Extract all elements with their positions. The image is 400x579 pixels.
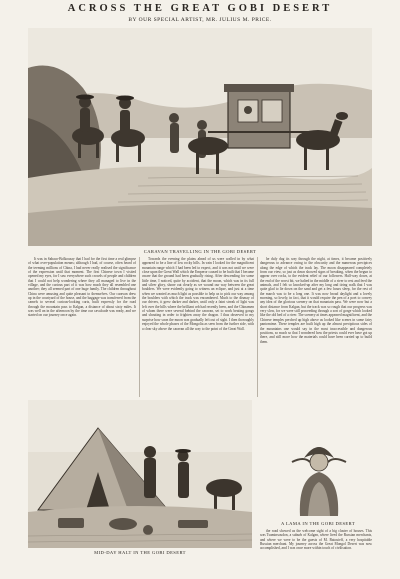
article-text: the road showed us the welcome sight of a big cluster of houses. This was Tsaminsoudon, a suburb of Kalgan, where lived the Russian merchants, and where we were to be the guests of M. Batouieff, a very hospitable Russian merchant. My journey across the Great Mongol Desert was now accomplished, and I was once more within touch of civilisation. xyxy=(260,529,372,551)
column-divider xyxy=(257,257,258,397)
article-text: It was in Sabaco-Bolkousay that I had for the first time a real glimpse of what over-population means; although I had, of course, often heard of the teeming millions of China, I had never really realised the significance of the expression until that moment. The first Chinese town I visited opened my eyes, for I saw everywhere such crowds of people and children that I could not help wondering where they all managed to live in the village, and the curious part of it was how much they all resembled one another; they all seemed part of one huge family. The children throughout China were amusing and quite pleasant to themselves. Our caravan drew up in the courtyard of the house, and the baggage was transferred from the camels to several curious-looking carts, built expressly for the road through the mountain pass to Kalgan, a distance of about sixty miles. It was well on in the afternoon by the time our cavalcade was ready, and we started on our journey once again. xyxy=(28,257,136,318)
caption-top: CARAVAN TRAVELLING IN THE GOBI DESERT xyxy=(143,249,257,254)
halt-engraving xyxy=(28,400,252,548)
article-text: Towards the evening the plains ahead of us were walled in by what appeared to be a line of low rocky hills. In vain I looked for the magnificent mountain range which I had been led to expect, and it was not until we were close upon the Great Wall which the Emperor caused to be built that I became aware that the ground had been gradually rising. After descending for some little time, I noticed, quite by accident, that the moon, which was in its full and silver glory, shone out clearly as we wound our way between the great boulders. We were evidently going to witness an eclipse, and just at a time when we wanted as much light as possible to help us to pick our way among the boulders with which the track was encumbered. Much to the dismay of our drivers, it grew darker and darker, until only a faint streak of light was left over the hills where the brilliant orb had recently been, and the Chinamen of whom there were several behind the caravan, set to work beating gongs and shouting in order to frighten away the dragon. I thus observed to my surprise how soon the moon was gradually left out of sight. I then thoroughly enjoyed the whole phases of the Mongolia as seen from the further side, with a clear sky above the caravan all the way to the point of the Great Wall. xyxy=(142,257,254,331)
column-top-left xyxy=(28,257,136,400)
byline: BY OUR SPECIAL ARTIST, MR. JULIUS M. PRICE. xyxy=(128,17,272,23)
column-middle xyxy=(142,257,254,400)
article-text: he duly dug its way through the night, at times, it became positively dangerous to advance owing to the obscurity and the numerous precipices along the edge of which the track lay. The moon disappeared completely from our view, so just as dawn showed signs of breaking, when the begun to appear over rocks, to the evident relief of our followers. Half-way down, at the end of the worst bit, we halted in the middle of a river to rest and feed the animals, and I felt so knocked-up after my long and tiring walk that I was quite glad to lie down on the sand and get a few hours sleep, for the rest of the march was to be a long one. It was now broad daylight and a lovely morning, so lovely, in fact, that it would require the pen of a poet to convey any idea of the glorious scenery on that mountain pass. We were now but a short distance from Kalgan, but the track was so rough that our progress was very slow, for we were still proceeding through a sort of gorge which looked like the old bed of a river. The scenery at times appeared magnificent, and the Chinese temples perched up high above us looked like scenes in some fairy pantomime. These temples are built high up the almost precipitous sides of the mountains one would say in the most inaccessible and dangerous positions, so much so that I wondered how the priests could ever have got up there, and still more how the materials could have been carried up to build them. xyxy=(260,257,372,344)
mid-day-halt-illustration xyxy=(28,400,252,548)
caption-bottom-right: A LAMA IN THE GOBI DESERT xyxy=(280,521,356,526)
caravan-engraving xyxy=(28,28,372,246)
caravan-illustration xyxy=(28,28,372,246)
column-bottom-right xyxy=(260,529,372,575)
page-title: ACROSS THE GREAT GOBI DESERT xyxy=(67,3,333,14)
caption-bottom-left: MID-DAY HALT IN THE GOBI DESERT xyxy=(94,550,186,555)
lama-engraving xyxy=(284,432,354,518)
column-divider xyxy=(139,257,140,397)
lama-illustration xyxy=(284,432,354,518)
